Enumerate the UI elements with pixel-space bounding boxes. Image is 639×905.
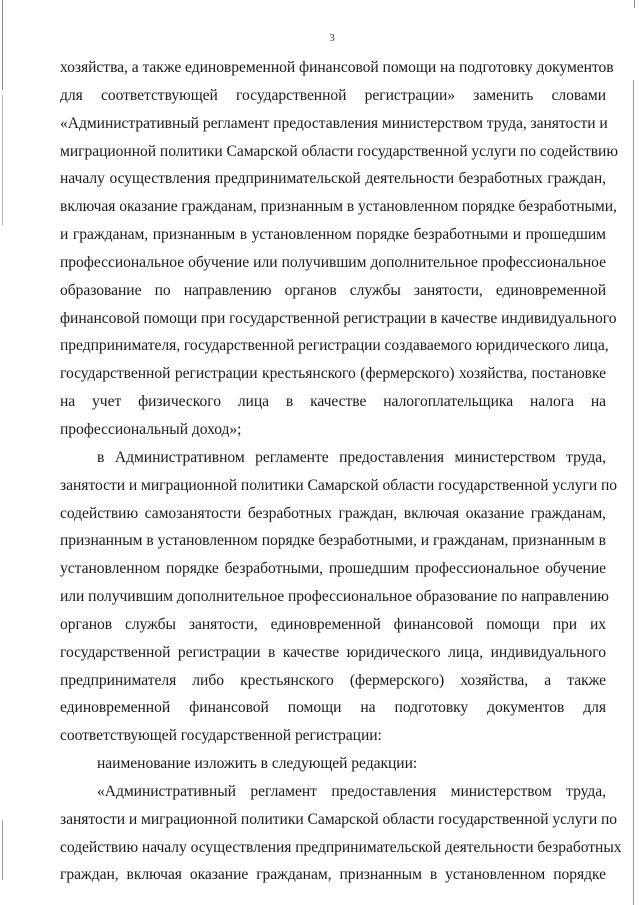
paragraph-first-line: в Административном регламенте предоставления министерством труда,: [97, 448, 606, 466]
text-line: установленном порядке безработными, прошедшим профессиональное обучение: [60, 560, 606, 578]
text-line: занятости и миграционной политики Самарской области государственной услуги по: [60, 476, 618, 494]
scan-edge-left-bottom: [2, 820, 3, 880]
text-line: или получившим дополнительное профессиональное образование по направлению: [60, 588, 609, 606]
text-line: «Административный регламент предоставления министерством труда, занятости и: [60, 114, 608, 132]
text-line: миграционной политики Самарской области государственной услуги по содействию: [60, 142, 618, 160]
text-line: профессиональное обучение или получившим дополнительное профессиональное: [60, 253, 606, 271]
scan-edge-left-mid: [2, 95, 3, 225]
paragraph-first-line: «Административный регламент предоставления министерством труда,: [97, 782, 606, 800]
text-line: финансовой помощи при государственной регистрации в качестве индивидуального: [60, 309, 617, 327]
text-line: предпринимателя либо крестьянского (фермерского) хозяйства, а также: [60, 671, 606, 689]
text-line: образование по направлению органов службы занятости, единовременной: [60, 281, 606, 299]
text-line: занятости и миграционной политики Самарской области государственной услуги по: [60, 810, 618, 828]
text-line: признанным в установленном порядке безработными, и гражданам, признанным в: [60, 532, 606, 550]
text-line: на учет физического лица в качестве налогоплательщика налога на: [60, 393, 606, 411]
text-line: содействию началу осуществления предпринимательской деятельности безработных: [60, 838, 622, 856]
page-number: 3: [329, 32, 335, 44]
text-line: государственной регистрации крестьянского (фермерского) хозяйства, постановке: [60, 365, 606, 383]
text-line: граждан, включая оказание гражданам, признанным в установленном порядке: [60, 866, 606, 884]
text-line: и гражданам, признанным в установленном порядке безработными и прошедшим: [60, 226, 606, 244]
text-line: соответствующей государственной регистрации:: [60, 727, 382, 745]
text-line: хозяйства, а также единовременной финансовой помощи на подготовку документов: [60, 59, 614, 76]
scan-edge-left-top: [2, 0, 3, 90]
scan-edge-right: [633, 80, 634, 905]
document-body: [60, 54, 622, 889]
text-line: предпринимателя, государственной регистрации создаваемого юридического лица,: [60, 337, 609, 355]
text-line: включая оказание гражданам, признанным в установленном порядке безработными,: [60, 198, 617, 216]
text-line: содействию самозанятости безработных граждан, включая оказание гражданам,: [60, 504, 606, 522]
text-line: государственной регистрации в качестве юридического лица, индивидуального: [60, 643, 606, 661]
text-line: органов службы занятости, единовременной финансовой помощи при их: [60, 615, 606, 633]
text-line: началу осуществления предпринимательской деятельности безработных граждан,: [60, 170, 606, 188]
scan-edge-right-top: [634, 0, 635, 8]
text-line: профессиональный доход»;: [60, 420, 242, 438]
paragraph-first-line: наименование изложить в следующей редакции:: [97, 755, 418, 773]
text-line: для соответствующей государственной регистрации» заменить словами: [60, 86, 606, 104]
text-line: единовременной финансовой помощи на подготовку документов для: [60, 699, 606, 717]
